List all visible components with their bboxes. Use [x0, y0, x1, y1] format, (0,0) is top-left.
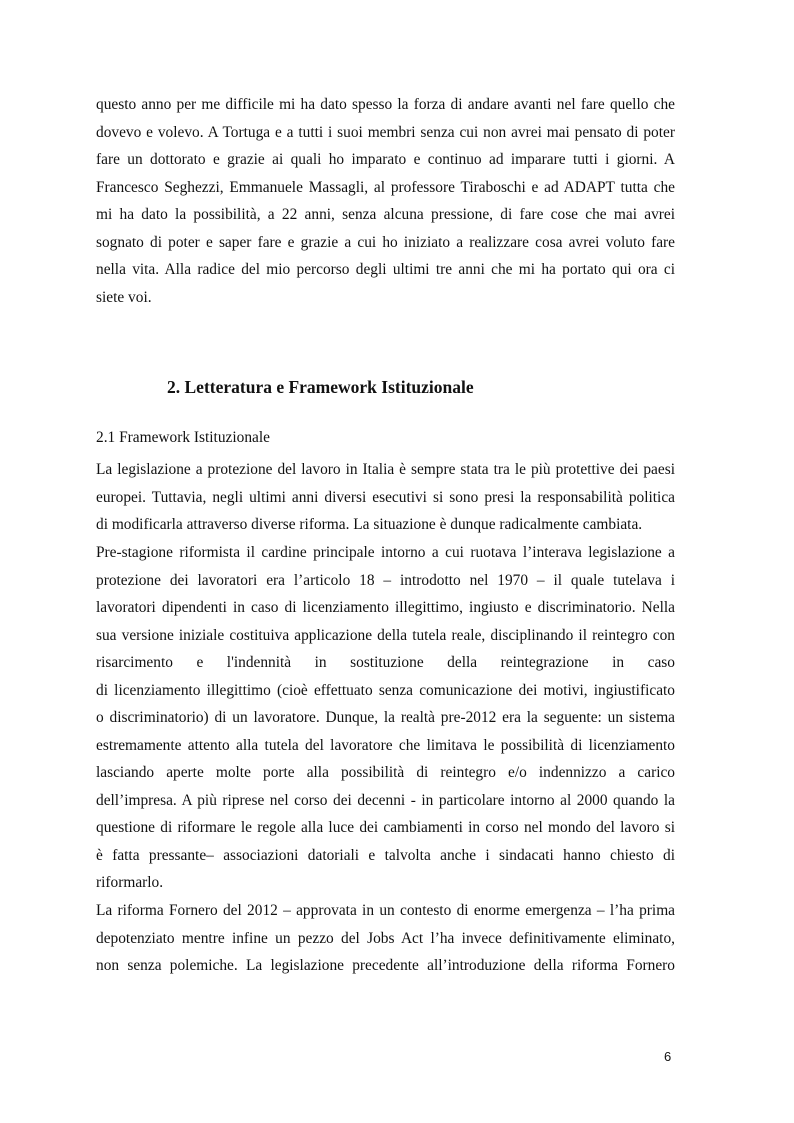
text-line: dell’impresa. A più riprese nel corso dei decenni - in particolare intorno al 2000 quando la [96, 791, 675, 809]
text-line: sua versione iniziale costituiva applicazione della tutela reale, disciplinando il reintegro con [96, 626, 675, 644]
text-line: lasciando aperte molte porte alla possibilità di reintegro e/o indennizzo a carico [96, 764, 675, 781]
paragraph-article-18 [96, 539, 675, 897]
text-line: questione di riformare le regole alla luce dei cambiamenti in corso nel mondo del lavoro si [96, 819, 675, 836]
text-line: estremamente attento alla tutela del lavoratore che limitava le possibilità di licenziamento [96, 736, 675, 754]
page-number: 6 [664, 1049, 672, 1064]
text-line: lavoratori dipendenti in caso di licenziamento illegittimo, ingiusto e discriminatorio. Nella [96, 599, 675, 616]
text-line: questo anno per me difficile mi ha dato spesso la forza di andare avanti nel fare quello che [96, 96, 675, 113]
text-line: dovevo e volevo. A Tortuga e a tutti i suoi membri senza cui non avrei mai pensato di poter [96, 123, 675, 141]
subsection-heading: 2.1 Framework Istituzionale [96, 429, 270, 446]
text-line: europei. Tuttavia, negli ultimi anni diversi esecutivi si sono presi la responsabilità politica [96, 488, 675, 506]
paragraph-fornero-reform [96, 897, 675, 980]
paragraph-acknowledgements [96, 91, 675, 311]
text-line: di modificarla attraverso diverse riforma. La situazione è dunque radicalmente cambiata. [96, 516, 643, 533]
text-line: siete voi. [96, 288, 152, 306]
text-line: nella vita. Alla radice del mio percorso degli ultimi tre anni che mi ha portato qui ora ci [96, 261, 675, 278]
text-line: sognato di poter e saper fare e grazie a cui ho iniziato a realizzare cosa avrei voluto fare [96, 233, 675, 251]
text-line: risarcimento e l'indennità in sostituzione della reintegrazione in caso [96, 654, 675, 671]
section-heading: 2. Letteratura e Framework Istituzionale [167, 377, 474, 397]
text-line: fare un dottorato e grazie ai quali ho imparato e continuo ad imparare tutti i giorni. A [96, 151, 675, 168]
text-line: La riforma Fornero del 2012 – approvata in un contesto di enorme emergenza – l’ha prima [96, 902, 675, 919]
text-line: è fatta pressante– associazioni datoriali e talvolta anche i sindacati hanno chiesto di [96, 846, 675, 864]
text-line: di licenziamento illegittimo (cioè effettuato senza comunicazione dei motivi, ingiustificato [96, 681, 675, 699]
text-line: depotenziato mentre infine un pezzo del Jobs Act l’ha invece definitivamente eliminato, [96, 929, 675, 947]
text-line: Francesco Seghezzi, Emmanuele Massagli, al professore Tiraboschi e ad ADAPT tutta che [96, 178, 675, 196]
text-line: protezione dei lavoratori era l’articolo 18 – introdotto nel 1970 – il quale tutelava i [96, 571, 675, 589]
text-line: Pre-stagione riformista il cardine principale intorno a cui ruotava l’interava legislazione a [96, 544, 675, 561]
text-line: non senza polemiche. La legislazione precedente all’introduzione della riforma Fornero [96, 957, 675, 974]
text-line: mi ha dato la possibilità, a 22 anni, senza alcuna pressione, di fare cose che mai avrei [96, 206, 675, 223]
text-line: o discriminatorio) di un lavoratore. Dunque, la realtà pre-2012 era la seguente: un sistema [96, 709, 675, 726]
text-line: La legislazione a protezione del lavoro in Italia è sempre stata tra le più protettive dei paesi [96, 461, 675, 478]
paragraph-intro [96, 456, 675, 539]
text-line: riformarlo. [96, 874, 164, 891]
